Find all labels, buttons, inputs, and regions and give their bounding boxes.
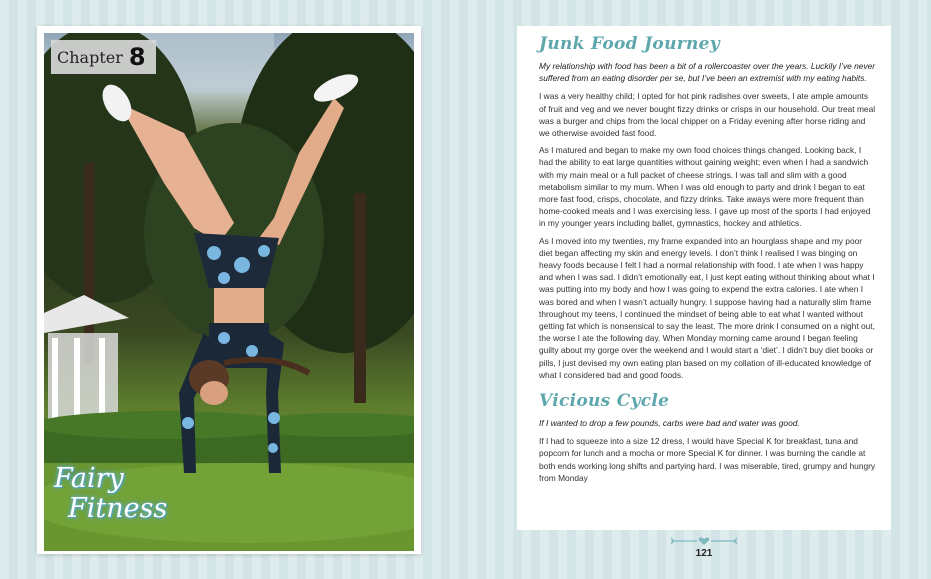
heart-ornament-icon <box>669 536 739 546</box>
cartwheel-photo <box>44 33 414 551</box>
photo-frame <box>37 26 421 554</box>
section-heading-vicious-cycle: Vicious Cycle <box>539 391 670 412</box>
page-footer <box>517 536 891 570</box>
lead-paragraph-2: If I wanted to drop a few pounds, carbs were bad and water was good. <box>539 418 800 429</box>
photo-title <box>54 465 167 522</box>
lead-paragraph-1: My relationship with food has been a bit of a rollercoaster over the years. Luckily I’ve never suffered from an eating disorder per se, but I’ve been an extremist with my eating habits. <box>539 61 876 84</box>
chapter-badge <box>51 40 156 74</box>
body-paragraph: As I moved into my twenties, my frame expanded into an hourglass shape and my poor diet began affecting my skin and energy levels. I don’t think I realised I was binging on heavy foods because I felt I had a normal relationship with food. I ate when I was happy and when I was sad. I didn’t emotionally eat, I just kept eating without thinking about what I was putting into my body and how I was going to expend the extra calories. I ate when I was bored and when I wasn’t actually hungry. I suppose having had a naturally slim frame throughout my teens, I continued the mindset of being able to eat what I wanted without getting fat which is nonsensical to say the least. The more drink I consumed on a night out, the worse I ate the following day. When Monday morning came around I began feeling guilty about my gorge over the weekend and I would start a ‘diet’. I didn’t buy diet books or pills, I just devised my own eating plan based on my collation of ill-educated knowledge of what I considered bad and good foods. <box>539 235 875 380</box>
photo-title-line2: Fitness <box>68 493 168 524</box>
page-number: 121 <box>695 548 713 559</box>
body-paragraph: If I had to squeeze into a size 12 dress, I would have Special K for breakfast, tuna and popcorn for lunch and a mocha or more Special K for dinner. I was burning the candle at both ends working long shifts and partying hard. I was miserable, tired, grumpy and hungry from Monday <box>539 436 876 483</box>
body-paragraph: I was a very healthy child; I opted for hot pink radishes over sweets, I ate ample amounts of fruit and veg and we never bought fizzy drinks or crisps in our household. Our treat meal was a burger and chips from the local chipper on a Friday evening after horse riding and we otherwise avoided fast food. <box>539 91 876 139</box>
chapter-number: 8 <box>128 43 146 71</box>
section-heading-junk-food-journey: Junk Food Journey <box>539 34 720 54</box>
text-page <box>517 26 891 530</box>
text-column <box>517 26 891 484</box>
chapter-label: Chapter <box>57 47 123 67</box>
photo-title-line1: Fairy <box>54 463 124 494</box>
body-paragraph: As I matured and began to make my own food choices things changed. Looking back, I had the ability to eat large quantities without gaining weight; even when I had a sandwich with my main meal or a full packet of cheese strings. I was tall and slim with a good metabolism similar to my mum. When I was old enough to party and drink I began to eat more fast food, crisps, chocolate, and fizzy drinks. Take aways were more frequent than home-cooked meals and I was exercising less. I gave up most of the sports I had enjoyed in my younger years including ballet, gymnastics, hockey and athletics. <box>539 145 871 229</box>
